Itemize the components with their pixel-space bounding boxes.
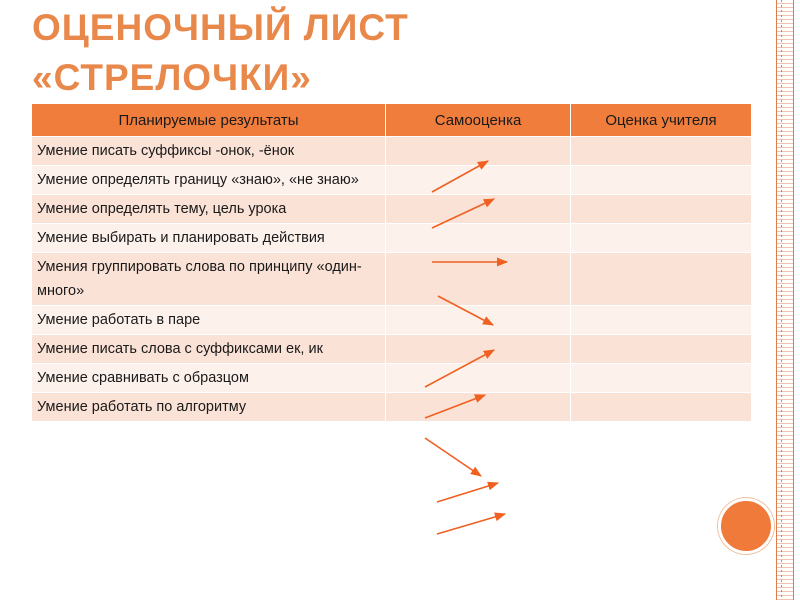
table-row: [32, 166, 752, 195]
teacher-cell[interactable]: [571, 166, 752, 195]
teacher-cell[interactable]: [571, 306, 752, 335]
result-cell: Умение определять тему, цель урока: [32, 195, 386, 224]
result-cell: Умение определять границу «знаю», «не знаю»: [32, 166, 386, 195]
result-cell: Умение писать слова с суффиксами ек, ик: [32, 335, 386, 364]
self-cell[interactable]: [386, 364, 571, 393]
table-row: [32, 335, 752, 364]
table-row: [32, 224, 752, 253]
self-cell[interactable]: [386, 393, 571, 422]
self-cell[interactable]: [386, 137, 571, 166]
teacher-cell[interactable]: [571, 253, 752, 306]
teacher-cell[interactable]: [571, 393, 752, 422]
title-line-1: ОЦЕНОЧНЫЙ ЛИСТ: [32, 7, 409, 48]
result-cell: Умения группировать слова по принципу «один-много»: [32, 253, 386, 306]
table-row: [32, 364, 752, 393]
title-line-2: «СТРЕЛОЧКИ»: [32, 57, 312, 98]
header-self-assessment: Самооценка: [386, 104, 571, 137]
decorative-border: [776, 0, 794, 600]
arrow-icon: [425, 438, 481, 476]
self-cell[interactable]: [386, 253, 571, 306]
result-cell: Умение выбирать и планировать действия: [32, 224, 386, 253]
result-cell: Умение сравнивать с образцом: [32, 364, 386, 393]
result-cell: Умение работать по алгоритму: [32, 393, 386, 422]
teacher-cell[interactable]: [571, 364, 752, 393]
decorative-circle: [718, 498, 774, 554]
self-cell[interactable]: [386, 224, 571, 253]
self-cell[interactable]: [386, 195, 571, 224]
page-title: [32, 3, 409, 103]
result-cell: Умение писать суффиксы -онок, -ёнок: [32, 137, 386, 166]
table-row: [32, 137, 752, 166]
teacher-cell[interactable]: [571, 137, 752, 166]
table-row: [32, 306, 752, 335]
table-row: [32, 195, 752, 224]
header-teacher-assessment: Оценка учителя: [571, 104, 752, 137]
table-row: [32, 393, 752, 422]
arrow-icon: [437, 514, 505, 534]
self-cell[interactable]: [386, 166, 571, 195]
result-cell: Умение работать в паре: [32, 306, 386, 335]
arrow-icon: [437, 483, 498, 502]
header-planned-results: Планируемые результаты: [32, 104, 386, 137]
teacher-cell[interactable]: [571, 195, 752, 224]
teacher-cell[interactable]: [571, 224, 752, 253]
teacher-cell[interactable]: [571, 335, 752, 364]
self-cell[interactable]: [386, 306, 571, 335]
self-cell[interactable]: [386, 335, 571, 364]
table-row: [32, 253, 752, 306]
evaluation-table: [32, 104, 752, 421]
table-header-row: [32, 104, 752, 137]
